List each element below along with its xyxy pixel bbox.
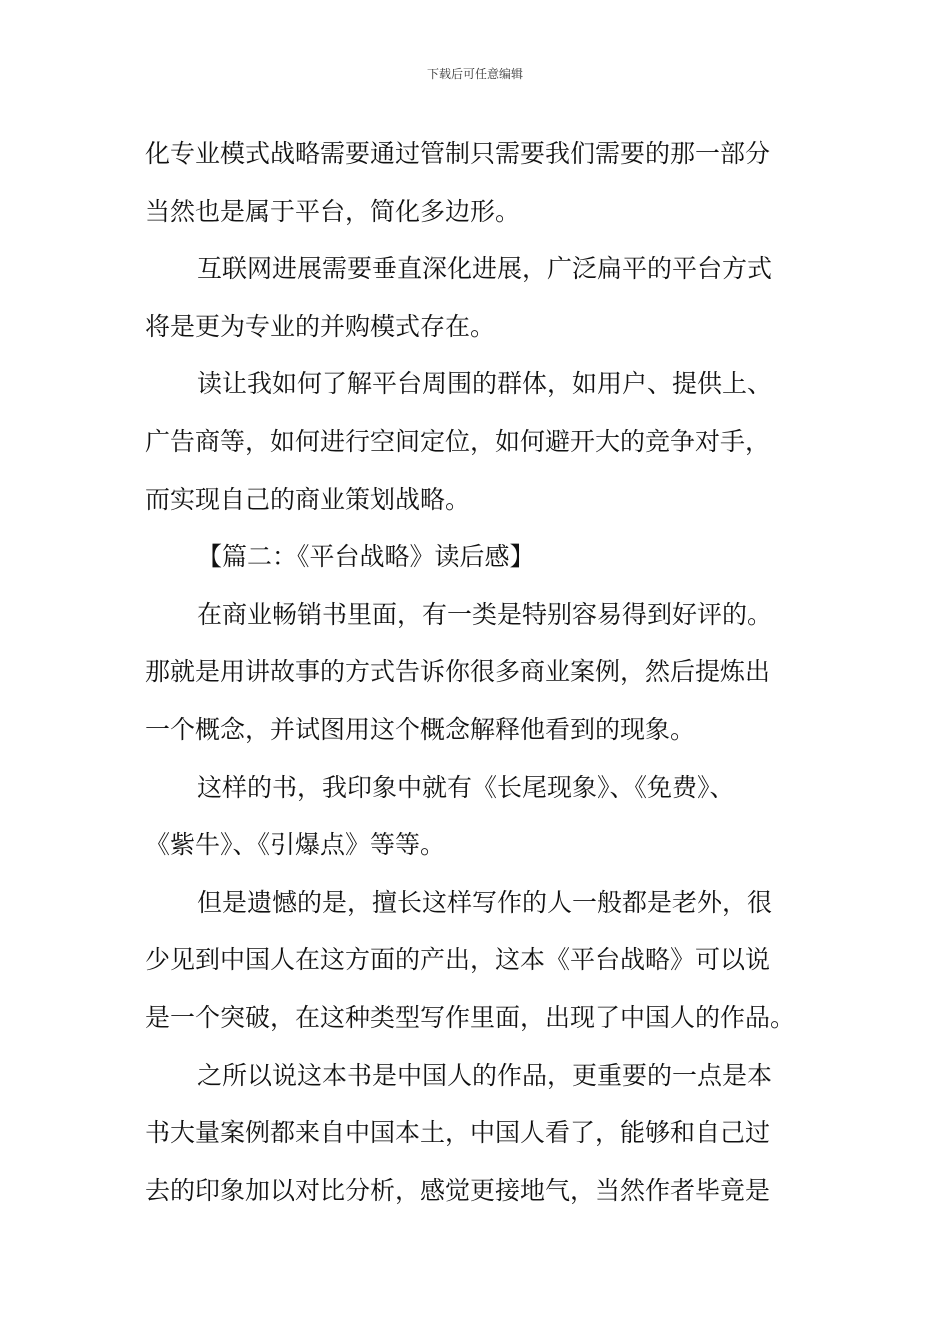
text-line: 一个概念，并试图用这个概念解释他看到的现象。 xyxy=(145,714,696,744)
text-line: 去的印象加以对比分析，感觉更接地气，当然作者毕竟是 xyxy=(145,1175,771,1205)
document-body xyxy=(145,125,810,1219)
text-line: 而实现自己的商业策划战略。 xyxy=(145,484,471,514)
text-line: 广告商等，如何进行空间定位，如何避开大的竞争对手， xyxy=(145,426,771,456)
paragraph-start: 之所以说这本书是中国人的作品，更重要的一点是本 xyxy=(197,1060,773,1090)
text-line: 将是更为专业的并购模式存在。 xyxy=(145,311,496,341)
text-line: 书大量案例都来自中国本土，中国人看了，能够和自己过 xyxy=(145,1118,771,1148)
section-heading: 【篇二：《平台战略》读后感】 xyxy=(197,542,535,572)
paragraph-start: 但是遗憾的是，擅长这样写作的人一般都是老外，很 xyxy=(197,887,773,917)
paragraph-start: 在商业畅销书里面，有一类是特别容易得到好评的。 xyxy=(197,599,773,629)
text-line: 是一个突破，在这种类型写作里面，出现了中国人的作品。 xyxy=(145,1002,796,1032)
page-header: 下载后可任意编辑 xyxy=(426,67,523,81)
text-line: 当然也是属于平台，简化多边形。 xyxy=(145,196,521,226)
paragraph-start: 这样的书，我印象中就有《长尾现象》、《免费》、 xyxy=(197,772,735,802)
text-line: 化专业模式战略需要通过管制只需要我们需要的那一部分 xyxy=(145,139,771,168)
paragraph-start: 互联网进展需要垂直深化进展，广泛扁平的平台方式 xyxy=(197,254,773,284)
text-line: 少见到中国人在这方面的产出，这本《平台战略》可以说 xyxy=(145,945,771,975)
text-line: 《紫牛》、《引爆点》等等。 xyxy=(145,830,446,860)
text-line: 那就是用讲故事的方式告诉你很多商业案例，然后提炼出 xyxy=(145,657,771,687)
paragraph-start: 读让我如何了解平台周围的群体，如用户、提供上、 xyxy=(197,369,773,399)
